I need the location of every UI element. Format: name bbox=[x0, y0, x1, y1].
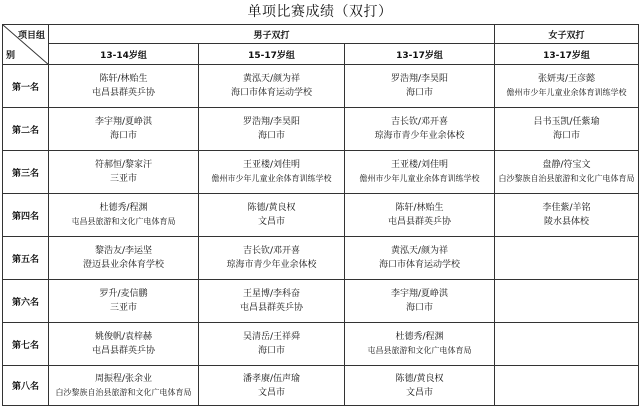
table-row bbox=[3, 323, 639, 366]
table-row bbox=[3, 151, 639, 194]
rank-cell: 第二名 bbox=[3, 108, 49, 151]
result-cell bbox=[49, 65, 199, 108]
corner-bottom-label: 别 bbox=[6, 51, 16, 61]
players: 姚俊帆/袁梓赫 bbox=[94, 332, 153, 342]
players: 张妍夷/王彦懿 bbox=[538, 74, 596, 84]
team: 三亚市 bbox=[109, 303, 137, 313]
team: 琼海市青少年业余体校 bbox=[226, 260, 317, 270]
team: 海口市 bbox=[257, 131, 285, 141]
corner-header-cell bbox=[3, 25, 49, 65]
team: 儋州市少年儿童业余体育训练学校 bbox=[506, 88, 627, 97]
players: 黄泓天/颜为祥 bbox=[390, 246, 449, 256]
result-cell bbox=[345, 108, 495, 151]
rank-cell: 第五名 bbox=[3, 237, 49, 280]
team: 屯昌县旅游和文化广电体育局 bbox=[367, 346, 472, 355]
result-cell bbox=[345, 65, 495, 108]
table-row bbox=[3, 194, 639, 237]
players: 符郝恒/黎家汗 bbox=[94, 160, 153, 170]
team: 白沙黎族自治县旅游和文化广电体育局 bbox=[55, 387, 192, 397]
female-doubles-header: 女子双打 bbox=[495, 25, 639, 44]
table-row bbox=[3, 108, 639, 151]
page-title: 单项比赛成绩（双打） bbox=[247, 4, 393, 20]
result-cell bbox=[199, 366, 345, 406]
team: 海口市 bbox=[406, 303, 434, 313]
team: 文昌市 bbox=[257, 217, 285, 227]
empty-cell bbox=[495, 323, 639, 366]
corner-top-label: 项目组 bbox=[17, 31, 45, 41]
rank-cell: 第三名 bbox=[3, 151, 49, 194]
team: 陵水县体校 bbox=[544, 217, 590, 227]
result-cell bbox=[199, 237, 345, 280]
rank-cell: 第六名 bbox=[3, 280, 49, 323]
result-cell bbox=[49, 108, 199, 151]
table-row bbox=[3, 280, 639, 323]
result-cell bbox=[345, 280, 495, 323]
team: 屯昌县群英乒协 bbox=[388, 217, 452, 227]
players: 杜德秀/程渊 bbox=[99, 203, 148, 213]
age-group-header: 13-14岁组 bbox=[49, 44, 199, 65]
players: 黎浩友/李运坚 bbox=[94, 246, 153, 256]
male-doubles-header: 男子双打 bbox=[49, 25, 495, 44]
players: 杜德秀/程渊 bbox=[395, 332, 444, 342]
players: 周振程/张余业 bbox=[94, 373, 153, 384]
team: 海口市 bbox=[257, 346, 285, 356]
age-group-header: 13-17岁组 bbox=[345, 44, 495, 65]
empty-cell bbox=[495, 280, 639, 323]
team: 屯昌县群英乒协 bbox=[239, 303, 303, 313]
rank-cell: 第一名 bbox=[3, 65, 49, 108]
table-row bbox=[3, 65, 639, 108]
players: 陈轩/林贻生 bbox=[395, 203, 444, 213]
players: 陈轩/林贻生 bbox=[99, 74, 148, 84]
result-cell bbox=[199, 323, 345, 366]
result-cell bbox=[345, 323, 495, 366]
team: 屯昌县群英乒协 bbox=[91, 346, 155, 356]
players: 吉长钦/邓开喜 bbox=[242, 246, 301, 256]
players: 潘孝赓/伍声瑜 bbox=[242, 373, 301, 384]
players: 黄泓天/颜为祥 bbox=[242, 74, 301, 84]
players: 吴清岳/王祥舜 bbox=[242, 332, 301, 342]
result-cell bbox=[345, 194, 495, 237]
players: 罗浩翔/李昊阳 bbox=[242, 117, 301, 127]
team: 海口市体育运动学校 bbox=[230, 88, 312, 98]
empty-cell bbox=[495, 237, 639, 280]
players: 王星博/李科奋 bbox=[242, 289, 301, 299]
result-cell bbox=[495, 65, 639, 108]
result-cell bbox=[199, 65, 345, 108]
team: 海口市体育运动学校 bbox=[379, 260, 461, 270]
rank-cell: 第七名 bbox=[3, 323, 49, 366]
results-table bbox=[2, 24, 639, 406]
result-cell bbox=[345, 237, 495, 280]
players: 陈德/黄良权 bbox=[247, 203, 296, 213]
result-cell bbox=[49, 194, 199, 237]
result-cell bbox=[49, 323, 199, 366]
players: 李宇翔/夏峥淇 bbox=[390, 289, 449, 299]
players: 李佳紫/羊铭 bbox=[542, 203, 591, 213]
result-cell bbox=[199, 151, 345, 194]
team: 三亚市 bbox=[109, 174, 137, 184]
table-row bbox=[3, 237, 639, 280]
team: 屯昌县群英乒协 bbox=[91, 88, 155, 98]
players: 陈德/黄良权 bbox=[395, 373, 444, 384]
players: 盘静/符宝文 bbox=[542, 160, 591, 170]
result-cell bbox=[495, 151, 639, 194]
result-cell bbox=[49, 280, 199, 323]
empty-cell bbox=[495, 366, 639, 406]
result-cell bbox=[49, 366, 199, 406]
result-cell bbox=[199, 108, 345, 151]
players: 吉长钦/邓开喜 bbox=[390, 117, 449, 127]
players: 罗浩翔/李昊阳 bbox=[390, 74, 449, 84]
rank-cell: 第八名 bbox=[3, 366, 49, 406]
rank-cell: 第四名 bbox=[3, 194, 49, 237]
players: 王亚楼/刘佳明 bbox=[390, 160, 449, 170]
players: 吕书玉凯/任紫瑜 bbox=[533, 117, 600, 127]
team: 文昌市 bbox=[257, 387, 285, 398]
team: 海口市 bbox=[553, 131, 581, 141]
team: 澄迈县业余体育学校 bbox=[82, 260, 164, 270]
age-group-header: 13-17岁组 bbox=[495, 44, 639, 65]
team: 屯昌县旅游和文化广电体育局 bbox=[71, 217, 176, 226]
result-cell bbox=[345, 151, 495, 194]
team: 琼海市青少年业余体校 bbox=[374, 131, 465, 141]
team: 儋州市少年儿童业余体育训练学校 bbox=[359, 174, 480, 183]
table-row bbox=[3, 366, 639, 406]
result-cell bbox=[345, 366, 495, 406]
result-cell bbox=[199, 280, 345, 323]
team: 海口市 bbox=[109, 131, 137, 141]
team: 儋州市少年儿童业余体育训练学校 bbox=[211, 174, 332, 183]
team: 文昌市 bbox=[406, 387, 434, 398]
players: 李宇翔/夏峥淇 bbox=[94, 117, 153, 127]
players: 王亚楼/刘佳明 bbox=[242, 160, 301, 170]
team: 白沙黎族自治县旅游和文化广电体育局 bbox=[498, 174, 635, 183]
result-cell bbox=[495, 194, 639, 237]
age-group-header: 15-17岁组 bbox=[199, 44, 345, 65]
result-cell bbox=[49, 151, 199, 194]
result-cell bbox=[495, 108, 639, 151]
result-cell bbox=[199, 194, 345, 237]
team: 海口市 bbox=[406, 88, 434, 98]
result-cell bbox=[49, 237, 199, 280]
players: 罗升/麦信鹏 bbox=[99, 289, 148, 299]
